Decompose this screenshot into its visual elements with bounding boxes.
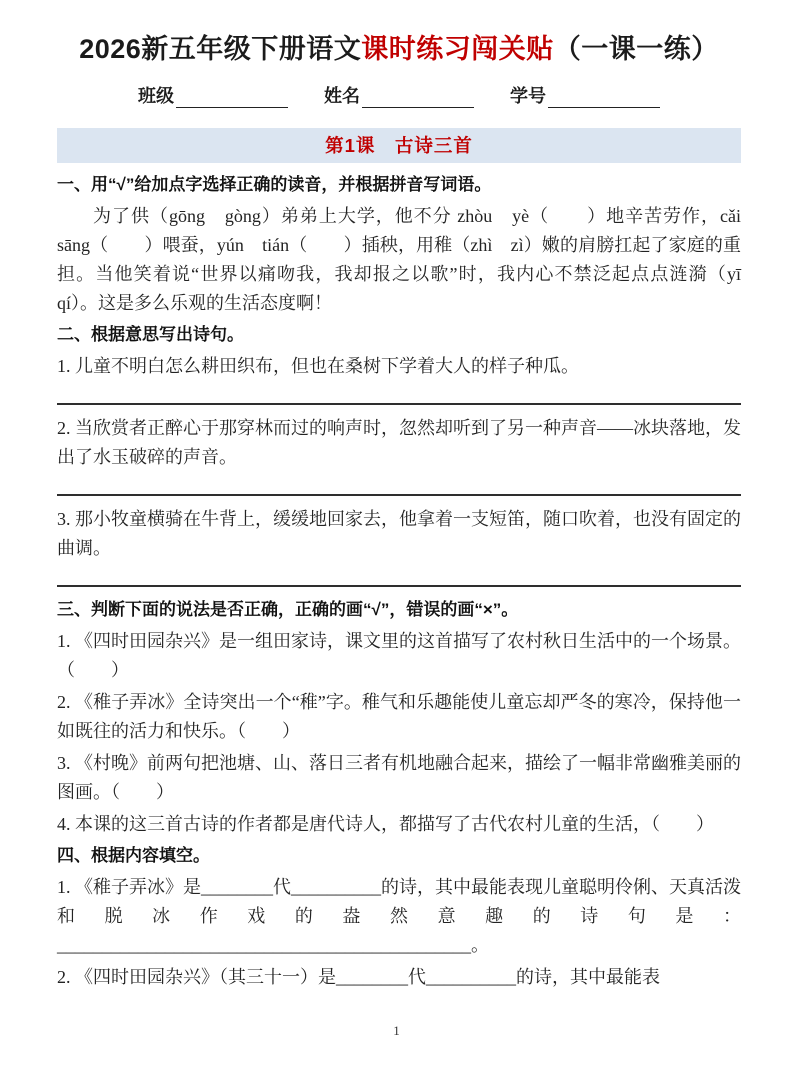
question-item: 1. 儿童不明白怎么耕田织布，但也在桑树下学着大人的样子种瓜。	[57, 356, 579, 376]
section-four	[57, 842, 741, 992]
section-one-heading: 一、用“√”给加点字选择正确的读音，并根据拼音写词语。	[57, 175, 492, 194]
sections-container	[57, 171, 759, 992]
page-number: 1	[393, 1023, 400, 1038]
question-item: 2. 当欣赏者正醉心于那穿林而过的响声时，忽然却听到了另一种声音——冰块落地，发出了水玉破碎的声音。	[57, 418, 741, 467]
question-item: 2. 《稚子弄冰》全诗突出一个“稚”字。稚气和乐趣能使儿童忘却严冬的寒冷，保持他一如既往的活力和快乐。（ ）	[57, 692, 741, 741]
student-id-blank-line	[548, 88, 660, 108]
title-black-suffix: （一课一练）	[553, 34, 719, 64]
info-label-student-id: 学号	[510, 86, 546, 106]
answer-blank-line	[57, 494, 741, 496]
name-blank-line	[362, 88, 474, 108]
class-blank-line	[176, 88, 288, 108]
section-three	[57, 596, 741, 839]
title-black-prefix: 2026新五年级下册语文	[79, 34, 362, 64]
question-item: 3. 《村晚》前两句把池塘、山、落日三者有机地融合起来，描绘了一幅非常幽雅美丽的图画。（ ）	[57, 753, 741, 802]
passage-paragraph: 为了供（gōng gòng）弟弟上大学，他不分 zhòu yè（ ）地辛苦劳作，cǎi sāng（ ）喂蚕，yún tián（ ）插秧，用稚（zhì zì）嫩的肩膀扛起了家庭的重担。当他笑着说“世界以痛吻我，我却报之以歌”时，我内心不禁泛起点点涟漪（yī qí）。这是多么乐观的生活态度啊！	[57, 206, 759, 313]
question-item: 1. 《稚子弄冰》是________代__________的诗，其中最能表现儿童聪明伶俐、天真活泼和脱冰作戏的盎然意趣的诗句是：______________________________________________。	[57, 877, 741, 955]
question-item: 4. 本课的这三首古诗的作者都是唐代诗人，都描写了古代农村儿童的生活，（ ）	[57, 814, 714, 834]
question-item: 1. 《四时田园杂兴》是一组田家诗，课文里的这首描写了农村秋日生活中的一个场景。（ ）	[57, 631, 741, 680]
answer-blank-line	[57, 403, 741, 405]
info-field-class	[138, 82, 288, 108]
title-red-segment: 课时练习闯关贴	[361, 34, 554, 64]
question-item: 3. 那小牧童横骑在牛背上，缓缓地回家去，他拿着一支短笛，随口吹着，也没有固定的曲调。	[57, 509, 741, 558]
info-label-name: 姓名	[324, 86, 360, 106]
section-four-heading: 四、根据内容填空。	[57, 846, 210, 865]
student-info-row	[57, 80, 741, 108]
info-field-student-id	[510, 82, 660, 108]
section-two-heading: 二、根据意思写出诗句。	[57, 325, 244, 344]
question-item: 2. 《四时田园杂兴》（其三十一）是________代__________的诗，其中最能表	[57, 967, 660, 987]
info-field-name	[324, 82, 474, 108]
section-two	[57, 321, 741, 587]
answer-blank-line	[57, 585, 741, 587]
section-three-heading: 三、判断下面的说法是否正确，正确的画“√”，错误的画“×”。	[57, 600, 519, 619]
section-one	[57, 171, 759, 318]
lesson-banner: 第1课 古诗三首	[57, 128, 741, 163]
info-label-class: 班级	[138, 86, 174, 106]
page-title	[57, 32, 741, 66]
